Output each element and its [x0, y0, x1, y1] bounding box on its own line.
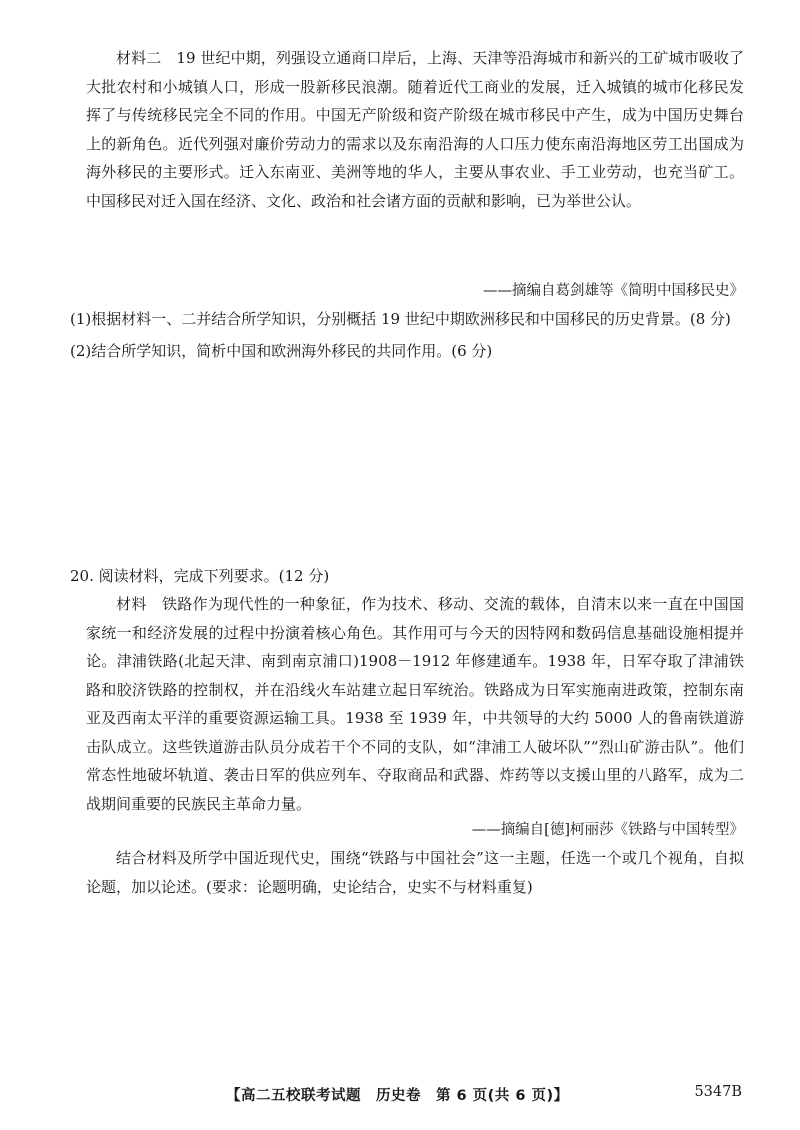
question-20-source: ——摘编自[德]柯丽莎《铁路与中国转型》	[471, 822, 744, 838]
question-20-header: 20. 阅读材料，完成下列要求。(12 分)	[70, 567, 330, 585]
question-20-task	[86, 844, 744, 901]
footer-code: 5347B	[694, 1084, 742, 1100]
material-2-section	[86, 44, 744, 215]
question-20-source-wrap	[86, 816, 744, 844]
question-20-task-text: 结合材料及所学中国近现代史，围绕“铁路与中国社会”这一主题，任选一个或几个视角，自拟论题，加以论述。(要求：论题明确，史论结合，史实不与材料重复)	[86, 849, 744, 896]
footer-title: 【高二五校联考试题 历史卷 第 6 页(共 6 页)】	[226, 1088, 569, 1104]
material-2-source-wrap	[86, 277, 744, 305]
question-19-part-1: (1)根据材料一、二并结合所学知识，分别概括 19 世纪中期欧洲移民和中国移民的历史背景。(8 分)	[70, 310, 731, 328]
material-2-source: ——摘编自葛剑雄等《简明中国移民史》	[483, 283, 744, 299]
material-2-text: 材料二 19 世纪中期，列强设立通商口岸后，上海、天津等沿海城市和新兴的工矿城市吸收了大批农村和小城镇人口，形成一股新移民浪潮。随着近代工商业的发展，迁入城镇的城市化移民发挥了与传统移民完全不同的作用。中国无产阶级和资产阶级在城市移民中产生，成为中国历史舞台上的新角色。近代列强对廉价劳动力的需求以及东南沿海的人口压力使东南沿海地区劳工出国成为海外移民的主要形式。迁入东南亚、美洲等地的华人，主要从事农业、手工业劳动，也充当矿工。中国移民对迁入国在经济、文化、政治和社会诸方面的贡献和影响，已为举世公认。	[86, 49, 744, 210]
page-footer	[0, 1084, 800, 1108]
question-20-header-wrap	[70, 562, 744, 591]
question-20-material	[86, 590, 744, 818]
question-19-part-2: (2)结合所学知识，简析中国和欧洲海外移民的共同作用。(6 分)	[70, 341, 493, 360]
question-20-material-text: 材料 铁路作为现代性的一种象征，作为技术、移动、交流的载体，自清末以来一直在中国国家统一和经济发展的过程中扮演着核心角色。其作用可与今天的因特网和数码信息基础设施相提并论。津浦铁路(北起天津、南到南京浦口)1908－1912 年修建通车。1938 年，日军夺取了津浦铁路和胶济铁路的控制权，并在沿线火车站建立起日军统治。铁路成为日军实施南进政策，控制东南亚及西南太平洋的重要资源运输工具。1938 至 1939 年，中共领导的大约 5000 人的鲁南铁道游击队成立。这些铁道游击队员分成若干个不同的支队，如“津浦工人破坏队”“烈山矿游击队”。他们常态性地破坏轨道、袭击日军的供应列车、夺取商品和武器、炸药等以支援山里的八路军，成为二战期间重要的民族民主革命力量。	[86, 595, 744, 813]
question-19-subquestions	[70, 305, 744, 365]
